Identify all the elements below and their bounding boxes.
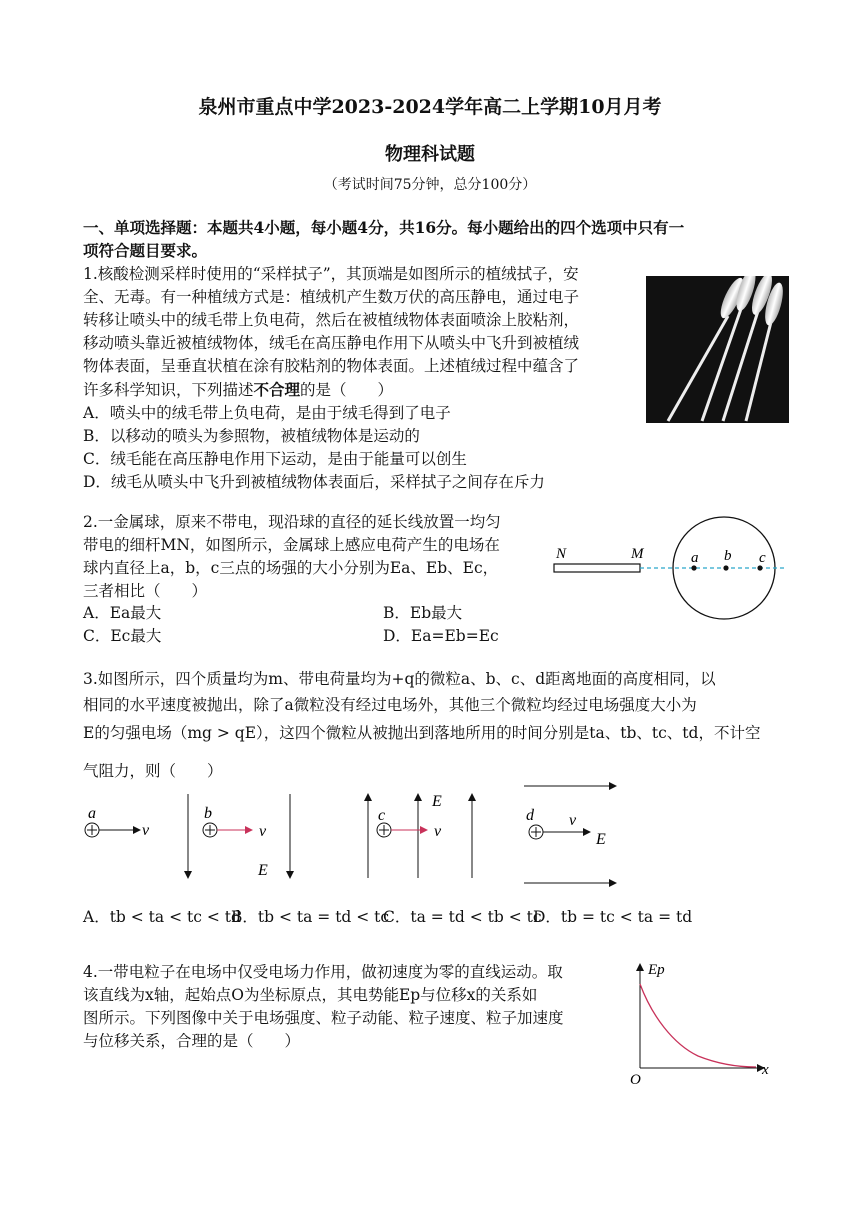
q4-line: 图所示。下列图像中关于电场强度、粒子动能、粒子速度、粒子加速度 [83, 1009, 564, 1027]
point-b [723, 565, 728, 570]
svg-text:b: b [204, 805, 212, 822]
svg-text:v: v [434, 823, 442, 840]
q3-line1: 3.如图所示，四个质量均为m、带电荷量均为+q的微粒a、b、c、d距离地面的高度相同，以 [83, 670, 716, 688]
q2-line: 球内直径上a，b，c三点的场强的大小分别为Ea、Eb、Ec， [83, 559, 499, 577]
q2-line: 三者相比（ ） [83, 582, 208, 600]
q1-line: 1.核酸检测采样时使用的“采样拭子”，其顶端是如图所示的植绒拭子，安 [83, 265, 579, 283]
q1-option-c[interactable]: C．绒毛能在高压静电作用下运动，是由于能量可以创生 [83, 450, 467, 468]
q3-line4: 气阻力，则（ ） [83, 762, 223, 780]
section-heading-line2: 项符合题目要求。 [83, 241, 208, 260]
q3-option-b[interactable]: B．tb < ta = td < tc [231, 908, 390, 926]
q1-line: 转移让喷头中的绒毛带上负电荷，然后在被植绒物体表面喷涂上胶粘剂， [83, 311, 580, 329]
label-c: c [759, 550, 766, 566]
rod [554, 564, 640, 572]
q4-text [83, 961, 564, 1053]
exam-note: （考试时间75分钟，总分100分） [323, 177, 537, 193]
svg-text:d: d [526, 807, 534, 824]
q1-text [83, 263, 579, 494]
label-a: a [691, 550, 699, 566]
q2-option-d[interactable]: D．Ea=Eb=Ec [383, 627, 499, 645]
q1-line: 移动喷头靠近被植绒物体，绒毛在高压静电作用下从喷头中飞升到被植绒 [83, 334, 580, 352]
q1-line: 全、无毒。有一种植绒方式是：植绒机产生数万伏的高压静电，通过电子 [83, 288, 580, 306]
label-n: N [556, 546, 567, 562]
particle-c-diagram [368, 793, 472, 878]
svg-text:c: c [378, 807, 386, 824]
q2-line: 带电的细杆MN，如图所示，金属球上感应电荷产生的电场在 [83, 536, 500, 554]
svg-text:E: E [596, 831, 606, 848]
q1-option-d[interactable]: D．绒毛从喷头中飞升到被植绒物体表面后，采样拭子之间存在斥力 [83, 473, 545, 491]
q1-emphasis: 不合理 [253, 380, 301, 399]
q2-option-b[interactable]: B．Eb最大 [383, 604, 463, 622]
particle-a-diagram [85, 805, 150, 839]
y-label: Ep [648, 962, 665, 978]
q2-line: 2.一金属球，原来不带电，现沿球的直径的延长线放置一均匀 [83, 513, 501, 531]
svg-text:E: E [432, 793, 442, 810]
ep-curve [640, 984, 756, 1067]
particle-d-diagram [524, 786, 616, 883]
q4-line: 该直线为x轴，起始点O为坐标原点，其电势能Ep与位移x的关系如 [83, 986, 538, 1004]
label-m: M [631, 546, 644, 562]
q4-line: 4.一带电粒子在电场中仅受电场力作用，做初速度为零的直线运动。取 [83, 963, 563, 981]
q4-ep-graph [628, 956, 778, 1088]
svg-text:v: v [259, 823, 267, 840]
q3-option-a[interactable]: A．tb < ta < tc < td [83, 908, 241, 926]
q3-figure [80, 782, 640, 892]
q1-option-b[interactable]: B．以移动的喷头为参照物，被植绒物体是运动的 [83, 427, 420, 445]
q2-text [83, 511, 501, 603]
q1-option-a[interactable]: A．喷头中的绒毛带上负电荷，是由于绒毛得到了电子 [83, 404, 451, 422]
q1-line: 物体表面，呈垂直状植在涂有胶粘剂的物体表面。上述植绒过程中蕴含了 [83, 357, 580, 375]
q1-line-last: 许多科学知识，下列描述不合理的是（ ） [83, 380, 394, 399]
svg-text:v: v [569, 812, 577, 829]
particle-b-diagram [188, 794, 290, 879]
page-title: 泉州市重点中学2023-2024学年高二上学期10月月考 [198, 96, 662, 118]
q2-option-a[interactable]: A．Ea最大 [83, 604, 162, 622]
subject-title: 物理科试题 [385, 144, 475, 165]
q4-line: 与位移关系，合理的是（ ） [83, 1032, 301, 1050]
origin-label: O [630, 1072, 641, 1088]
point-c [757, 565, 762, 570]
q2-figure [548, 510, 788, 640]
svg-text:E: E [258, 862, 268, 879]
q3-option-c[interactable]: C．ta = td < tb < tc [383, 908, 542, 926]
svg-text:a: a [88, 805, 96, 822]
q3-line2: 相同的水平速度被抛出，除了a微粒没有经过电场外，其他三个微粒均经过电场强度大小为 [83, 696, 697, 714]
section-heading-line1: 一、单项选择题：本题共4小题，每小题4分，共16分。每小题给出的四个选项中只有一 [83, 218, 685, 237]
q2-option-c[interactable]: C．Ec最大 [83, 627, 162, 645]
svg-text:v: v [142, 822, 150, 839]
label-b: b [724, 548, 732, 564]
q3-option-d[interactable]: D．tb = tc < ta = td [533, 908, 693, 926]
swab-photo [646, 276, 789, 423]
q3-line3: E的匀强电场（mg > qE），这四个微粒从被抛出到落地所用的时间分别是ta、tb、tc、td，不计空 [83, 724, 761, 742]
point-a [691, 565, 696, 570]
x-label: x [762, 1062, 769, 1078]
